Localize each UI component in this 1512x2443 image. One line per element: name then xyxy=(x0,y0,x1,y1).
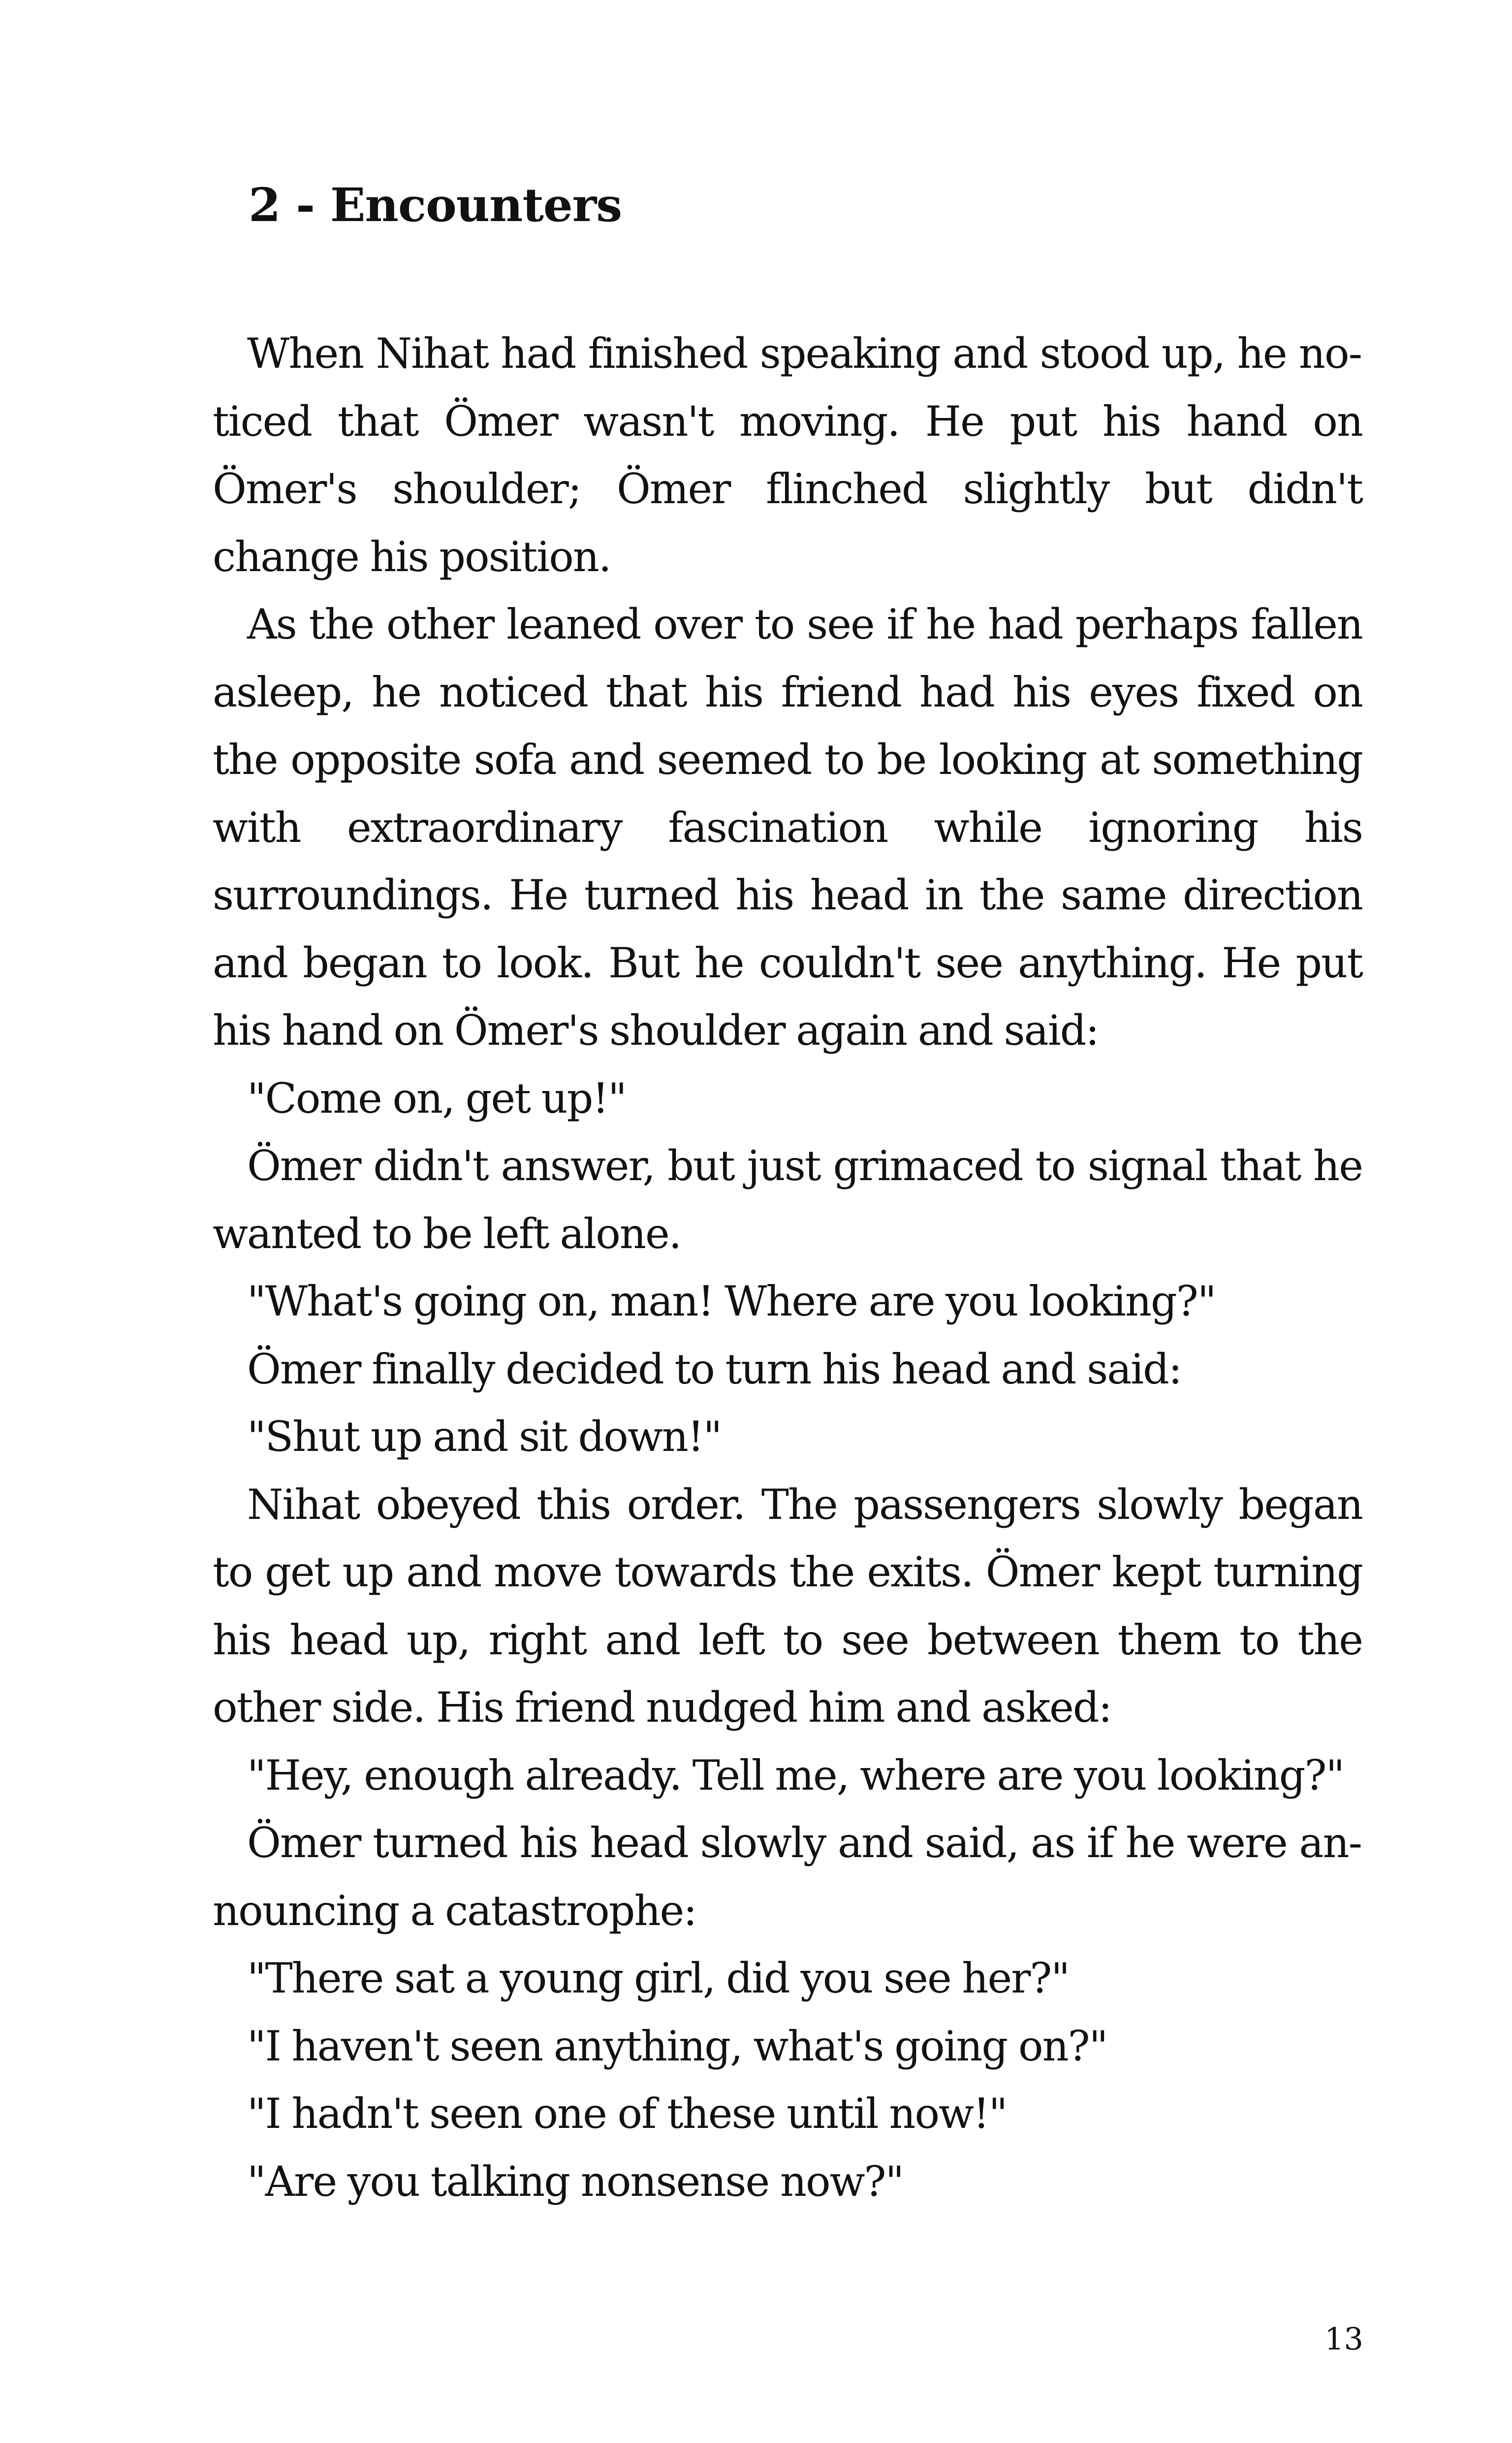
paragraph: "Hey, enough already. Tell me, where are you looking?" xyxy=(247,1751,1344,1800)
paragraph: "I hadn't seen one of these until now!" xyxy=(247,2089,1007,2138)
paragraph: "Shut up and sit down!" xyxy=(247,1413,722,1461)
paragraph: "Are you talking nonsense now?" xyxy=(247,2157,904,2206)
page-number: 13 xyxy=(1324,2321,1363,2357)
paragraph: "What's going on, man! Where are you looking?" xyxy=(247,1277,1216,1325)
paragraph: "Come on, get up!" xyxy=(247,1074,626,1123)
body-text xyxy=(213,320,1362,2216)
chapter-title: 2 - Encounters xyxy=(249,178,622,232)
paragraph: Ömer finally decided to turn his head and said: xyxy=(247,1345,1182,1393)
paragraph: "I haven't seen anything, what's going on?" xyxy=(247,2022,1107,2070)
paragraph: As the other leaned over to see if he had perhaps fallen asleep, he noticed that his friend had his eyes fixed on the opposite sofa and seemed to be looking at something with extraordinary fascination while ignoring his surroundings. He turned his head in the same direction and began to look. But he couldn't see anything. He put his hand on Ömer's shoulder again and said: xyxy=(213,600,1362,1055)
paragraph: "There sat a young girl, did you see her?" xyxy=(247,1954,1070,2002)
paragraph: Ömer turned his head slowly and said, as if he were announcing a catastrophe: xyxy=(213,1819,1362,1935)
paragraph: Nihat obeyed this order. The passengers slowly began to get up and move towards the exits. Ömer kept turning his head up, right and left to see between them to the other side. His friend nudged him and asked: xyxy=(213,1480,1362,1732)
paragraph: Ömer didn't answer, but just grimaced to signal that he wanted to be left alone. xyxy=(213,1142,1362,1258)
paragraph: When Nihat had finished speaking and stood up, he noticed that Ömer wasn't moving. He put his hand on Ömer's shoulder; Ömer flinched slightly but didn't change his position. xyxy=(213,329,1362,581)
